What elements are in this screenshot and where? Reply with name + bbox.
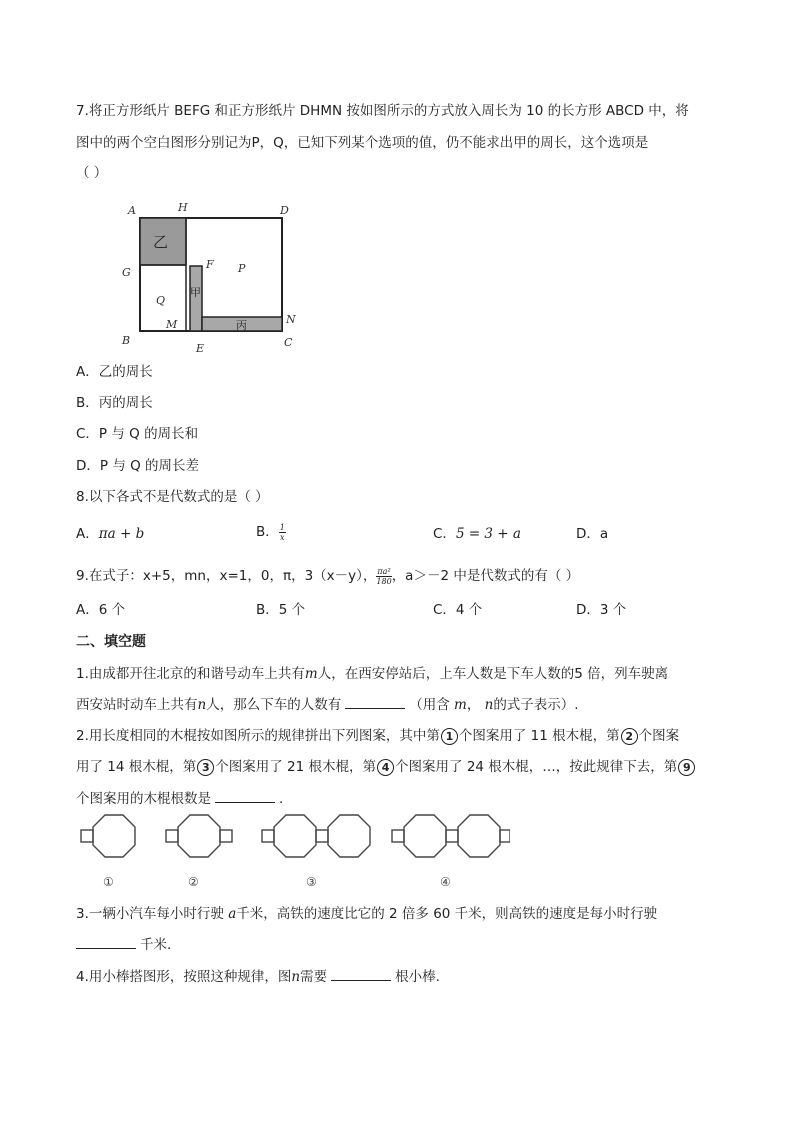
label-f: F — [206, 258, 214, 271]
q8-option-d: D．a — [576, 526, 609, 542]
q7-geometry-figure — [118, 196, 314, 356]
label-jia: 甲 — [190, 286, 201, 299]
label-n: N — [286, 313, 296, 326]
q9-option-d: D．3 个 — [576, 602, 627, 618]
pattern-1 — [81, 815, 135, 857]
f2-line2: 用了 14 根木棍，第 3 个图案用了 21 根木棍，第 4 个图案用了 24 根木棍，…，按此规律下去，第 9 — [76, 757, 696, 777]
pattern-3 — [262, 815, 370, 857]
caption-1: ① — [103, 875, 114, 889]
f3-line1: 3.一辆小汽车每小时行驶 a千米，高铁的速度比它的 2 倍多 60 千米，则高铁的速度是每小时行驶 — [76, 906, 658, 922]
f2-line3: 个图案用的木棍根数是 . — [76, 788, 283, 809]
q8-stem: 8.以下各式不是代数式的是（ ） — [76, 489, 269, 505]
f3-answer-blank[interactable] — [76, 934, 136, 949]
pattern-2 — [166, 815, 232, 857]
q7-option-d: D．P 与 Q 的周长差 — [76, 458, 200, 474]
f2-line1: 2.用长度相同的木棍按如图所示的规律拼出下列图案，其中第 1 个图案用了 11 根木棍，第 2 个图案 — [76, 728, 680, 744]
f4-answer-blank[interactable] — [331, 966, 391, 981]
q7-option-a: A．乙的周长 — [76, 364, 153, 380]
label-a: A — [128, 204, 136, 217]
q7-option-c: C．P 与 Q 的周长和 — [76, 426, 199, 442]
section-heading-fill-in: 二、填空题 — [76, 634, 146, 650]
q9-stem: 9.在式子：x+5，mn，x=1，0，π，3（x－y）， $\frac{\text{πa²}}{180}$ ，a＞－2 中是代数式的有（ ） — [76, 566, 580, 586]
caption-3: ③ — [306, 875, 317, 889]
label-h: H — [178, 201, 188, 214]
f1-line1: 1.由成都开往北京的和谐号动车上共有m人，在西安停站后，上车人数是下车人数的5 倍，列车驶离 — [76, 666, 669, 682]
q7-option-b: B．丙的周长 — [76, 395, 153, 411]
f2-answer-blank[interactable] — [215, 788, 275, 803]
label-d: D — [280, 204, 289, 217]
f1-line2: 西安站时动车上共有n人，那么下车的人数有 （用含 m， n的式子表示）. — [76, 694, 579, 715]
label-b: B — [122, 334, 131, 347]
q9-option-a: A．6 个 — [76, 602, 126, 618]
q8-option-c: C．5 = 3 + a — [433, 526, 521, 542]
label-m: M — [166, 318, 178, 331]
label-g: G — [122, 266, 131, 279]
q9-option-b: B．5 个 — [256, 602, 306, 618]
q7-stem-line2: 图中的两个空白图形分别记为P，Q，已知下列某个选项的值，仍不能求出甲的周长，这个选项是 — [76, 135, 649, 151]
f2-stick-pattern-figure — [70, 814, 510, 892]
q8-option-b: B． $\frac{1}{x}$ — [256, 522, 285, 542]
f1-answer-blank[interactable] — [345, 694, 405, 709]
label-q: Q — [156, 294, 166, 307]
q8-option-a: A．πa + b — [76, 526, 145, 542]
label-yi: 乙 — [153, 233, 169, 251]
q7-stem-line3: （ ） — [76, 165, 108, 181]
q9-option-c: C．4 个 — [433, 602, 483, 618]
label-e: E — [196, 342, 205, 355]
label-p: P — [238, 262, 246, 275]
caption-4: ④ — [440, 875, 451, 889]
f4-line1: 4.用小棒搭图形，按照这种规律，图n需要 根小棒. — [76, 966, 440, 987]
f3-line2: 千米. — [76, 934, 171, 955]
label-bing: 丙 — [236, 319, 247, 332]
pattern-4 — [392, 815, 510, 857]
q9-fraction: $\frac{\text{πa²}}{180}$ — [376, 566, 392, 586]
q7-stem-line1: 7.将正方形纸片 BEFG 和正方形纸片 DHMN 按如图所示的方式放入周长为 10 的长方形 ABCD 中，将 — [76, 103, 689, 119]
caption-2: ② — [188, 875, 199, 889]
label-c: C — [284, 336, 293, 349]
